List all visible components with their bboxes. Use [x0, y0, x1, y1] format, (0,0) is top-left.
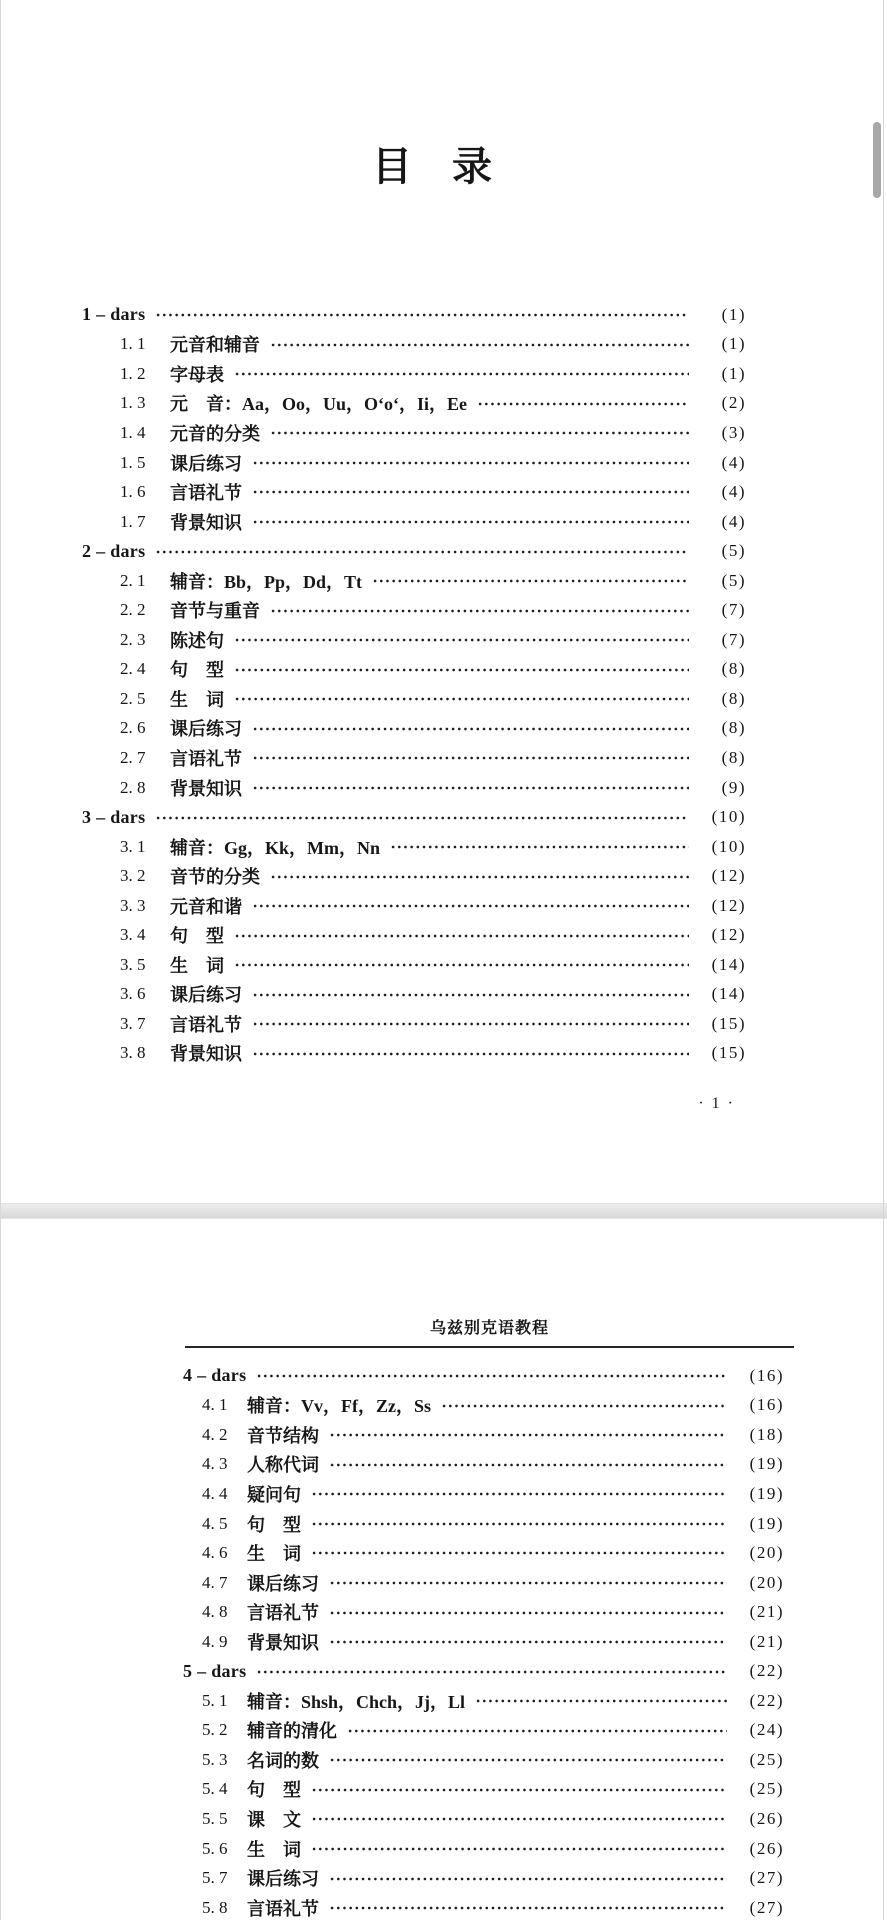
- toc-entry-title: 言语礼节: [170, 748, 242, 769]
- toc-chapter-label: 1 – dars: [82, 304, 146, 325]
- toc-entry-number: 2. 7: [120, 747, 146, 767]
- dot-leader: [252, 477, 689, 507]
- toc-row: [183, 1656, 784, 1686]
- toc-entry-title: 元 音：Aa，Oo，Uu，Oʻoʻ，Ii，Ee: [170, 394, 467, 415]
- toc-entry-title: 辅音：Shsh，Chch，Jj，Ll: [247, 1691, 466, 1712]
- toc-entry-number: 3. 3: [120, 895, 146, 915]
- toc-row: [82, 595, 746, 625]
- toc-entry-title: 疑问句: [247, 1484, 301, 1505]
- toc-row: [183, 1568, 784, 1598]
- dot-leader: [234, 684, 689, 714]
- toc-row: [82, 477, 746, 507]
- toc-row: [82, 418, 746, 448]
- toc-entry-title: 课后练习: [247, 1869, 319, 1890]
- dot-leader: [256, 1361, 727, 1391]
- toc-entry-number: 2. 2: [120, 600, 146, 620]
- toc-row: [183, 1716, 784, 1746]
- toc-entry-title: 元音和辅音: [170, 335, 260, 356]
- toc-entry-number: 1. 2: [120, 363, 146, 383]
- dot-leader: [311, 1509, 727, 1539]
- toc-page-number: (27): [749, 1868, 784, 1888]
- toc-entry-number: 3. 7: [120, 1013, 146, 1033]
- toc-entry-number: 4. 2: [202, 1424, 228, 1444]
- toc-entry-number: 5. 3: [202, 1749, 228, 1769]
- toc-entry-number: 4. 4: [202, 1483, 228, 1503]
- toc-entry-number: 2. 3: [120, 629, 146, 649]
- dot-leader: [252, 743, 689, 773]
- toc-page-number: (1): [721, 334, 746, 354]
- toc-entry-title: 句 型: [247, 1780, 301, 1801]
- toc-page-number: (5): [721, 541, 746, 561]
- toc-page-number: (10): [711, 807, 746, 827]
- page-1: [1, 0, 883, 1203]
- toc-row: [82, 773, 746, 803]
- toc-row: [82, 359, 746, 389]
- toc-row: [183, 1834, 784, 1864]
- toc-entry-number: 4. 5: [202, 1513, 228, 1533]
- toc-entry-title: 人称代词: [247, 1455, 319, 1476]
- toc-entry-number: 4. 8: [202, 1602, 228, 1622]
- dot-leader: [329, 1597, 727, 1627]
- dot-leader: [270, 595, 689, 625]
- page-separator: [0, 1203, 887, 1219]
- toc-page-number: (5): [721, 570, 746, 590]
- dot-leader: [252, 714, 689, 744]
- toc-page-number: (19): [749, 1483, 784, 1503]
- toc-entry-number: 4. 9: [202, 1631, 228, 1651]
- toc-page-number: (25): [749, 1779, 784, 1799]
- dot-leader: [329, 1863, 727, 1893]
- toc-entry-title: 句 型: [247, 1514, 301, 1535]
- toc-entry-number: 5. 6: [202, 1838, 228, 1858]
- toc-page-number: (12): [711, 895, 746, 915]
- toc-row: [82, 832, 746, 862]
- toc-chapter-label: 2 – dars: [82, 540, 146, 561]
- toc-entry-title: 生 词: [247, 1839, 301, 1860]
- toc-entry-title: 背景知识: [170, 1044, 242, 1065]
- toc-entry-number: 3. 1: [120, 836, 146, 856]
- toc-page-number: (8): [721, 659, 746, 679]
- dot-leader: [475, 1686, 727, 1716]
- dot-leader: [372, 566, 689, 596]
- toc-entry-title: 生 词: [247, 1544, 301, 1565]
- toc-row: [82, 536, 746, 566]
- dot-leader: [252, 980, 689, 1010]
- toc-entry-number: 2. 5: [120, 688, 146, 708]
- toc-page-number: (7): [721, 629, 746, 649]
- toc-row: [82, 625, 746, 655]
- toc-row: [183, 1627, 784, 1657]
- toc-row: [82, 920, 746, 950]
- toc-entry-number: 1. 6: [120, 482, 146, 502]
- toc-row: [82, 655, 746, 685]
- toc-page-number: (8): [721, 688, 746, 708]
- toc-page-number: (3): [721, 422, 746, 442]
- dot-leader: [234, 655, 689, 685]
- toc-entry-number: 5. 7: [202, 1868, 228, 1888]
- dot-leader: [329, 1420, 727, 1450]
- toc-entry-title: 课后练习: [170, 985, 242, 1006]
- toc-row: [183, 1775, 784, 1805]
- toc-page-number: (1): [721, 363, 746, 383]
- toc-chapter-label: 5 – dars: [183, 1660, 247, 1681]
- toc-entry-number: 1. 1: [120, 334, 146, 354]
- toc-entry-number: 2. 1: [120, 570, 146, 590]
- toc-page-number: (7): [721, 600, 746, 620]
- dot-leader: [155, 802, 689, 832]
- toc-page-number: (24): [749, 1720, 784, 1740]
- toc-entry-title: 背景知识: [247, 1632, 319, 1653]
- toc-row: [183, 1450, 784, 1480]
- dot-leader: [441, 1391, 727, 1421]
- dot-leader: [234, 920, 689, 950]
- toc-page-number: (10): [711, 836, 746, 856]
- toc-entry-number: 3. 4: [120, 925, 146, 945]
- toc-entry-title: 陈述句: [170, 630, 224, 651]
- dot-leader: [477, 389, 689, 419]
- toc-entry-number: 1. 5: [120, 452, 146, 472]
- toc-page-number: (1): [721, 304, 746, 324]
- toc-page-number: (18): [749, 1424, 784, 1444]
- dot-leader: [347, 1716, 727, 1746]
- dot-leader: [234, 950, 689, 980]
- dot-leader: [252, 1039, 689, 1069]
- toc-list-page2: [183, 1361, 784, 1920]
- toc-chapter-label: 3 – dars: [82, 806, 146, 827]
- toc-entry-number: 3. 2: [120, 866, 146, 886]
- toc-row: [82, 684, 746, 714]
- running-header: 乌兹别克语教程: [429, 1320, 549, 1337]
- toc-list-page1: [82, 300, 746, 1068]
- toc-entry-title: 背景知识: [170, 778, 242, 799]
- toc-row: [82, 389, 746, 419]
- dot-leader: [256, 1656, 727, 1686]
- toc-page-number: (8): [721, 718, 746, 738]
- toc-entry-title: 言语礼节: [170, 1014, 242, 1035]
- toc-entry-title: 字母表: [170, 364, 224, 385]
- toc-page-number: (20): [749, 1543, 784, 1563]
- toc-page-number: (14): [711, 954, 746, 974]
- dot-leader: [270, 861, 689, 891]
- toc-row: [82, 891, 746, 921]
- toc-page-number: (25): [749, 1749, 784, 1769]
- toc-entry-number: 1. 4: [120, 422, 146, 442]
- toc-entry-title: 句 型: [170, 660, 224, 681]
- toc-entry-number: 5. 5: [202, 1808, 228, 1828]
- toc-row: [82, 1009, 746, 1039]
- toc-page-number: (15): [711, 1013, 746, 1033]
- toc-entry-title: 辅音的清化: [247, 1721, 337, 1742]
- toc-title: 目 录: [372, 144, 492, 189]
- toc-entry-number: 5. 4: [202, 1779, 228, 1799]
- toc-entry-title: 句 型: [170, 926, 224, 947]
- dot-leader: [311, 1834, 727, 1864]
- toc-page-number: (15): [711, 1043, 746, 1063]
- toc-row: [183, 1597, 784, 1627]
- toc-entry-number: 4. 3: [202, 1454, 228, 1474]
- toc-page-number: (22): [749, 1661, 784, 1681]
- toc-row: [183, 1391, 784, 1421]
- toc-entry-number: 5. 2: [202, 1720, 228, 1740]
- toc-entry-number: 1. 7: [120, 511, 146, 531]
- toc-row: [82, 743, 746, 773]
- dot-leader: [155, 536, 689, 566]
- toc-page-number: (20): [749, 1572, 784, 1592]
- toc-page-number: (19): [749, 1513, 784, 1533]
- toc-page-number: (12): [711, 866, 746, 886]
- toc-row: [82, 1039, 746, 1069]
- toc-entry-number: 4. 1: [202, 1395, 228, 1415]
- toc-row: [183, 1538, 784, 1568]
- toc-page-number: (4): [721, 511, 746, 531]
- toc-page-number: (26): [749, 1808, 784, 1828]
- dot-leader: [252, 448, 689, 478]
- toc-entry-title: 课后练习: [247, 1573, 319, 1594]
- page-number-footer: · 1 ·: [698, 1095, 735, 1112]
- toc-entry-number: 3. 8: [120, 1043, 146, 1063]
- dot-leader: [234, 625, 689, 655]
- toc-entry-title: 音节的分类: [170, 867, 260, 888]
- toc-entry-title: 元音的分类: [170, 423, 260, 444]
- toc-row: [183, 1893, 784, 1920]
- dot-leader: [329, 1450, 727, 1480]
- toc-page-number: (21): [749, 1602, 784, 1622]
- toc-entry-title: 辅音：Gg，Kk，Mm，Nn: [170, 837, 381, 858]
- toc-page-number: (12): [711, 925, 746, 945]
- toc-page-number: (22): [749, 1690, 784, 1710]
- toc-row: [82, 330, 746, 360]
- toc-row: [183, 1509, 784, 1539]
- toc-entry-title: 课 文: [247, 1809, 301, 1830]
- toc-row: [183, 1686, 784, 1716]
- toc-entry-title: 课后练习: [170, 453, 242, 474]
- toc-entry-title: 元音和谐: [170, 896, 242, 917]
- toc-page-number: (27): [749, 1897, 784, 1917]
- toc-row: [82, 980, 746, 1010]
- toc-entry-title: 名词的数: [247, 1750, 319, 1771]
- toc-row: [183, 1745, 784, 1775]
- dot-leader: [329, 1568, 727, 1598]
- dot-leader: [311, 1775, 727, 1805]
- toc-entry-title: 生 词: [170, 689, 224, 710]
- toc-row: [82, 566, 746, 596]
- toc-entry-number: 2. 8: [120, 777, 146, 797]
- toc-entry-title: 言语礼节: [170, 483, 242, 504]
- scrollbar-thumb[interactable]: [873, 122, 881, 198]
- toc-entry-title: 生 词: [170, 955, 224, 976]
- dot-leader: [252, 1009, 689, 1039]
- toc-entry-title: 言语礼节: [247, 1603, 319, 1624]
- toc-row: [183, 1863, 784, 1893]
- toc-entry-title: 音节结构: [247, 1425, 319, 1446]
- toc-entry-number: 4. 6: [202, 1543, 228, 1563]
- toc-entry-number: 5. 1: [202, 1690, 228, 1710]
- toc-entry-title: 课后练习: [170, 719, 242, 740]
- dot-leader: [252, 773, 689, 803]
- toc-entry-title: 辅音：Vv，Ff，Zz，Ss: [247, 1396, 431, 1417]
- toc-entry-number: 4. 7: [202, 1572, 228, 1592]
- dot-leader: [311, 1538, 727, 1568]
- dot-leader: [234, 359, 689, 389]
- dot-leader: [270, 330, 689, 360]
- toc-page-number: (4): [721, 452, 746, 472]
- toc-entry-number: 1. 3: [120, 393, 146, 413]
- toc-page-number: (16): [749, 1365, 784, 1385]
- page-left-edge: [0, 0, 1, 1920]
- toc-page-number: (16): [749, 1395, 784, 1415]
- toc-row: [183, 1361, 784, 1391]
- toc-entry-number: 5. 8: [202, 1897, 228, 1917]
- toc-row: [82, 714, 746, 744]
- toc-page-number: (8): [721, 747, 746, 767]
- toc-entry-title: 背景知识: [170, 512, 242, 533]
- toc-entry-title: 辅音：Bb，Pp，Dd，Tt: [170, 571, 363, 592]
- dot-leader: [270, 418, 689, 448]
- dot-leader: [329, 1627, 727, 1657]
- toc-row: [82, 861, 746, 891]
- dot-leader: [311, 1479, 727, 1509]
- dot-leader: [252, 507, 689, 537]
- toc-page-number: (2): [721, 393, 746, 413]
- toc-row: [183, 1420, 784, 1450]
- toc-row: [183, 1804, 784, 1834]
- toc-row: [82, 300, 746, 330]
- toc-entry-number: 3. 6: [120, 984, 146, 1004]
- toc-row: [82, 950, 746, 980]
- toc-entry-number: 2. 6: [120, 718, 146, 738]
- toc-entry-title: 音节与重音: [170, 601, 260, 622]
- dot-leader: [329, 1893, 727, 1920]
- dot-leader: [390, 832, 689, 862]
- toc-entry-title: 言语礼节: [247, 1898, 319, 1919]
- dot-leader: [311, 1804, 727, 1834]
- toc-page-number: (9): [721, 777, 746, 797]
- toc-page-number: (14): [711, 984, 746, 1004]
- toc-row: [183, 1479, 784, 1509]
- toc-entry-number: 2. 4: [120, 659, 146, 679]
- toc-row: [82, 448, 746, 478]
- toc-page-number: (21): [749, 1631, 784, 1651]
- page-2: [1, 1219, 883, 1920]
- dot-leader: [329, 1745, 727, 1775]
- toc-row: [82, 507, 746, 537]
- dot-leader: [155, 300, 689, 330]
- dot-leader: [252, 891, 689, 921]
- page-right-edge: [883, 0, 884, 1920]
- toc-page-number: (4): [721, 482, 746, 502]
- toc-page-number: (26): [749, 1838, 784, 1858]
- toc-entry-number: 3. 5: [120, 954, 146, 974]
- toc-row: [82, 802, 746, 832]
- header-rule: [185, 1346, 794, 1348]
- toc-page-number: (19): [749, 1454, 784, 1474]
- toc-chapter-label: 4 – dars: [183, 1365, 247, 1386]
